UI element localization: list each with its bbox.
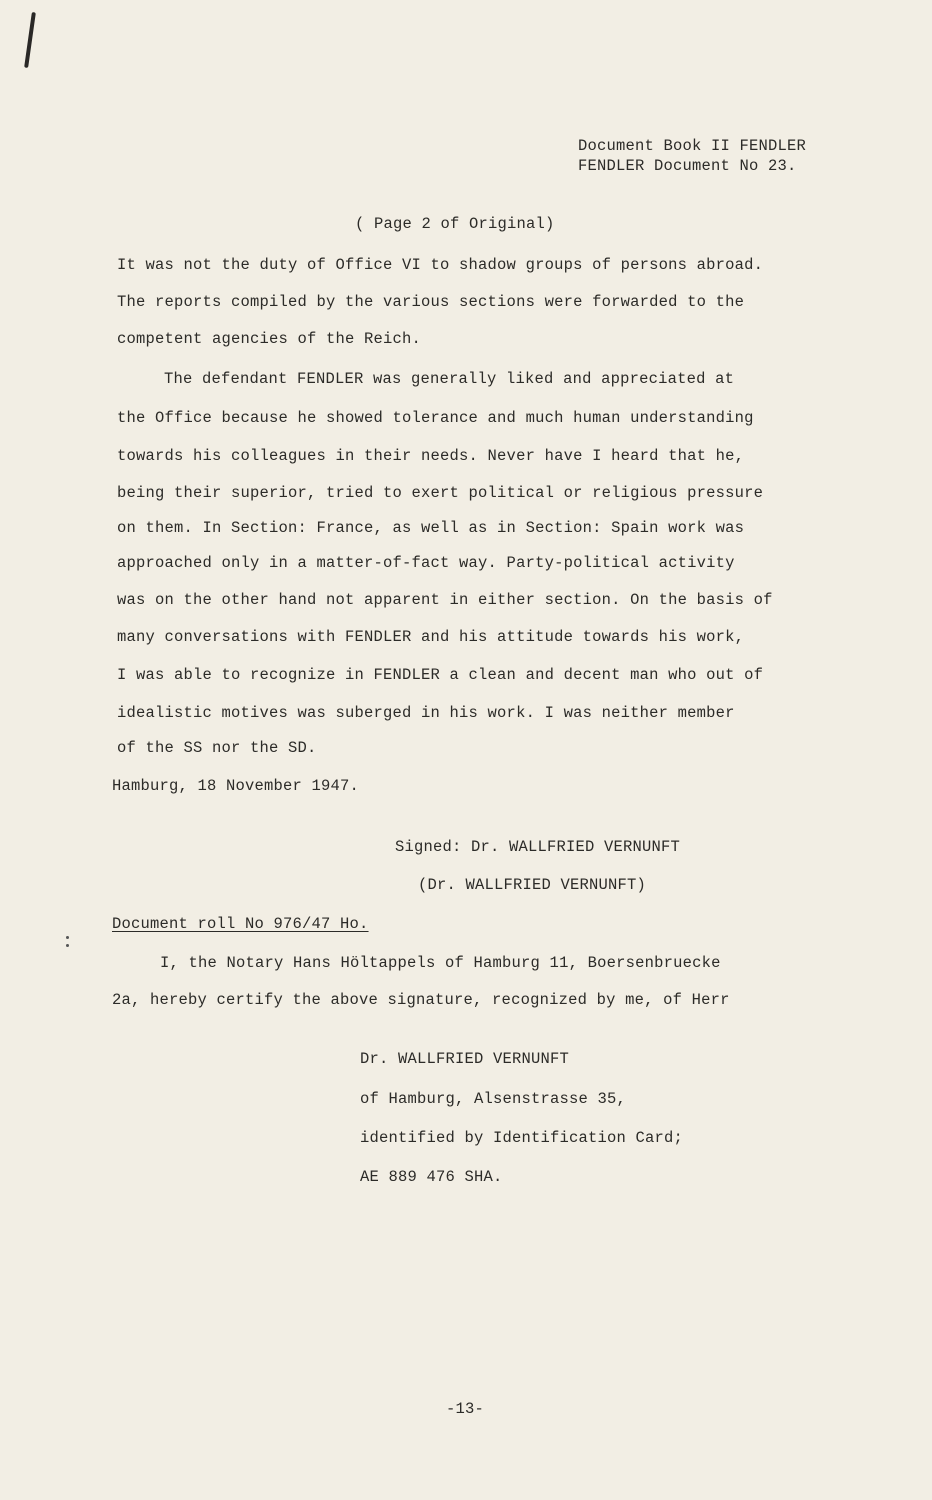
date-line: Hamburg, 18 November 1947. — [112, 777, 360, 795]
identity-line: identified by Identification Card; — [360, 1129, 684, 1147]
paragraph-line: of the SS nor the SD. — [117, 739, 317, 757]
signatory-name: (Dr. WALLFRIED VERNUNFT) — [418, 876, 647, 894]
signed-line: Signed: Dr. WALLFRIED VERNUNFT — [395, 838, 681, 856]
paragraph-line: was on the other hand not apparent in either section. On the basis of — [117, 591, 773, 609]
identity-line: Dr. WALLFRIED VERNUNFT — [360, 1050, 570, 1068]
identity-line: AE 889 476 SHA. — [360, 1168, 503, 1186]
ink-speck — [66, 936, 69, 939]
header-book-ref: Document Book II FENDLER — [578, 137, 807, 155]
paragraph-line: The defendant FENDLER was generally liked and appreciated at — [164, 370, 735, 388]
certification-line: I, the Notary Hans Höltappels of Hamburg 11, Boersenbruecke — [160, 954, 721, 972]
paragraph-line: The reports compiled by the various sections were forwarded to the — [117, 293, 745, 311]
ink-mark — [24, 12, 36, 68]
page-number: -13- — [446, 1400, 485, 1418]
page-note: ( Page 2 of Original) — [355, 215, 555, 233]
document-roll: Document roll No 976/47 Ho. — [112, 915, 369, 933]
paragraph-line: approached only in a matter-of-fact way. Party-political activity — [117, 554, 735, 572]
certification-line: 2a, hereby certify the above signature, recognized by me, of Herr — [112, 991, 730, 1009]
paragraph-line: I was able to recognize in FENDLER a clean and decent man who out of — [117, 666, 764, 684]
paragraph-line: It was not the duty of Office VI to shadow groups of persons abroad. — [117, 256, 764, 274]
paragraph-line: being their superior, tried to exert political or religious pressure — [117, 484, 764, 502]
identity-line: of Hamburg, Alsenstrasse 35, — [360, 1090, 627, 1108]
ink-speck — [66, 944, 69, 947]
paragraph-line: idealistic motives was suberged in his work. I was neither member — [117, 704, 735, 722]
paragraph-line: many conversations with FENDLER and his attitude towards his work, — [117, 628, 745, 646]
paragraph-line: on them. In Section: France, as well as in Section: Spain work was — [117, 519, 745, 537]
paragraph-line: the Office because he showed tolerance and much human understanding — [117, 409, 754, 427]
paragraph-line: competent agencies of the Reich. — [117, 330, 422, 348]
paragraph-line: towards his colleagues in their needs. Never have I heard that he, — [117, 447, 745, 465]
header-doc-ref: FENDLER Document No 23. — [578, 157, 797, 175]
